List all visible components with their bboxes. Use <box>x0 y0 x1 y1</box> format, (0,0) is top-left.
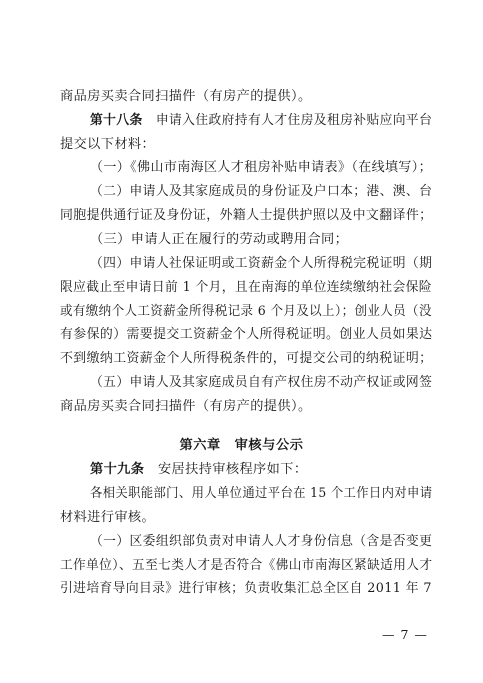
text-line-7: （三）申请人正在履行的劳动或聘用合同； <box>90 232 349 247</box>
text-line-17: 各相关职能部门、用人单位通过平台在 15 个工作日内对申请 <box>90 486 433 501</box>
text-line-18: 材料进行审核。 <box>60 510 156 525</box>
text-line-16: 第十九条 安居扶持审核程序如下： <box>90 462 308 477</box>
text-line-21: 引进培育导向目录》进行审核；负责收集汇总全区自 2011 年 7 <box>60 581 432 596</box>
text-line-4: （一）《佛山市南海区人才租房补贴申请表》（在线填写）； <box>90 160 433 175</box>
text-line-6: 同胞提供通行证及身份证，外籍人士提供护照以及中文翻译件； <box>60 208 433 223</box>
article-18-label: 第十八条 <box>90 113 143 128</box>
chapter-heading: 第六章 审核与公示 <box>179 438 304 453</box>
text-line-11: 有参保的）需要提交工资薪金个人所得税证明。创业人员如果达 <box>60 327 433 342</box>
text-line-3: 提交以下材料： <box>60 137 156 152</box>
text-line-1: 商品房买卖合同扫描件（有房产的提供）。 <box>60 89 312 104</box>
text-line-13: （五）申请人及其家庭成员自有产权住房不动产权证或网签 <box>90 375 433 390</box>
text-line-12: 不到缴纳工资薪金个人所得税条件的，可提交公司的纳税证明； <box>60 351 433 366</box>
text-line-20: 工作单位）、五至七类人才是否符合《佛山市南海区紧缺适用人才 <box>60 558 433 573</box>
article-19-label: 第十九条 <box>90 462 145 477</box>
text-line-14: 商品房买卖合同扫描件（有房产的提供）。 <box>60 399 312 414</box>
text-line-19: （一）区委组织部负责对申请人人才身份信息（含是否变更 <box>90 534 433 549</box>
text-line-10: 或有缴纳个人工资薪金所得税记录 6 个月及以上）；创业人员（没 <box>60 304 432 319</box>
text-line-9: 限应截止至申请日前 1 个月，且在南海的单位连续缴纳社会保险 <box>60 280 432 295</box>
text-line-5: （二）申请人及其家庭成员的身份证及户口本；港、澳、台 <box>90 184 433 199</box>
page-number: — 7 — <box>382 627 428 642</box>
text-line-2: 第十八条 申请入住政府持有人才住房及租房补贴应向平台 <box>90 113 433 128</box>
text-line-8: （四）申请人社保证明或工资薪金个人所得税完税证明（期 <box>90 256 433 271</box>
